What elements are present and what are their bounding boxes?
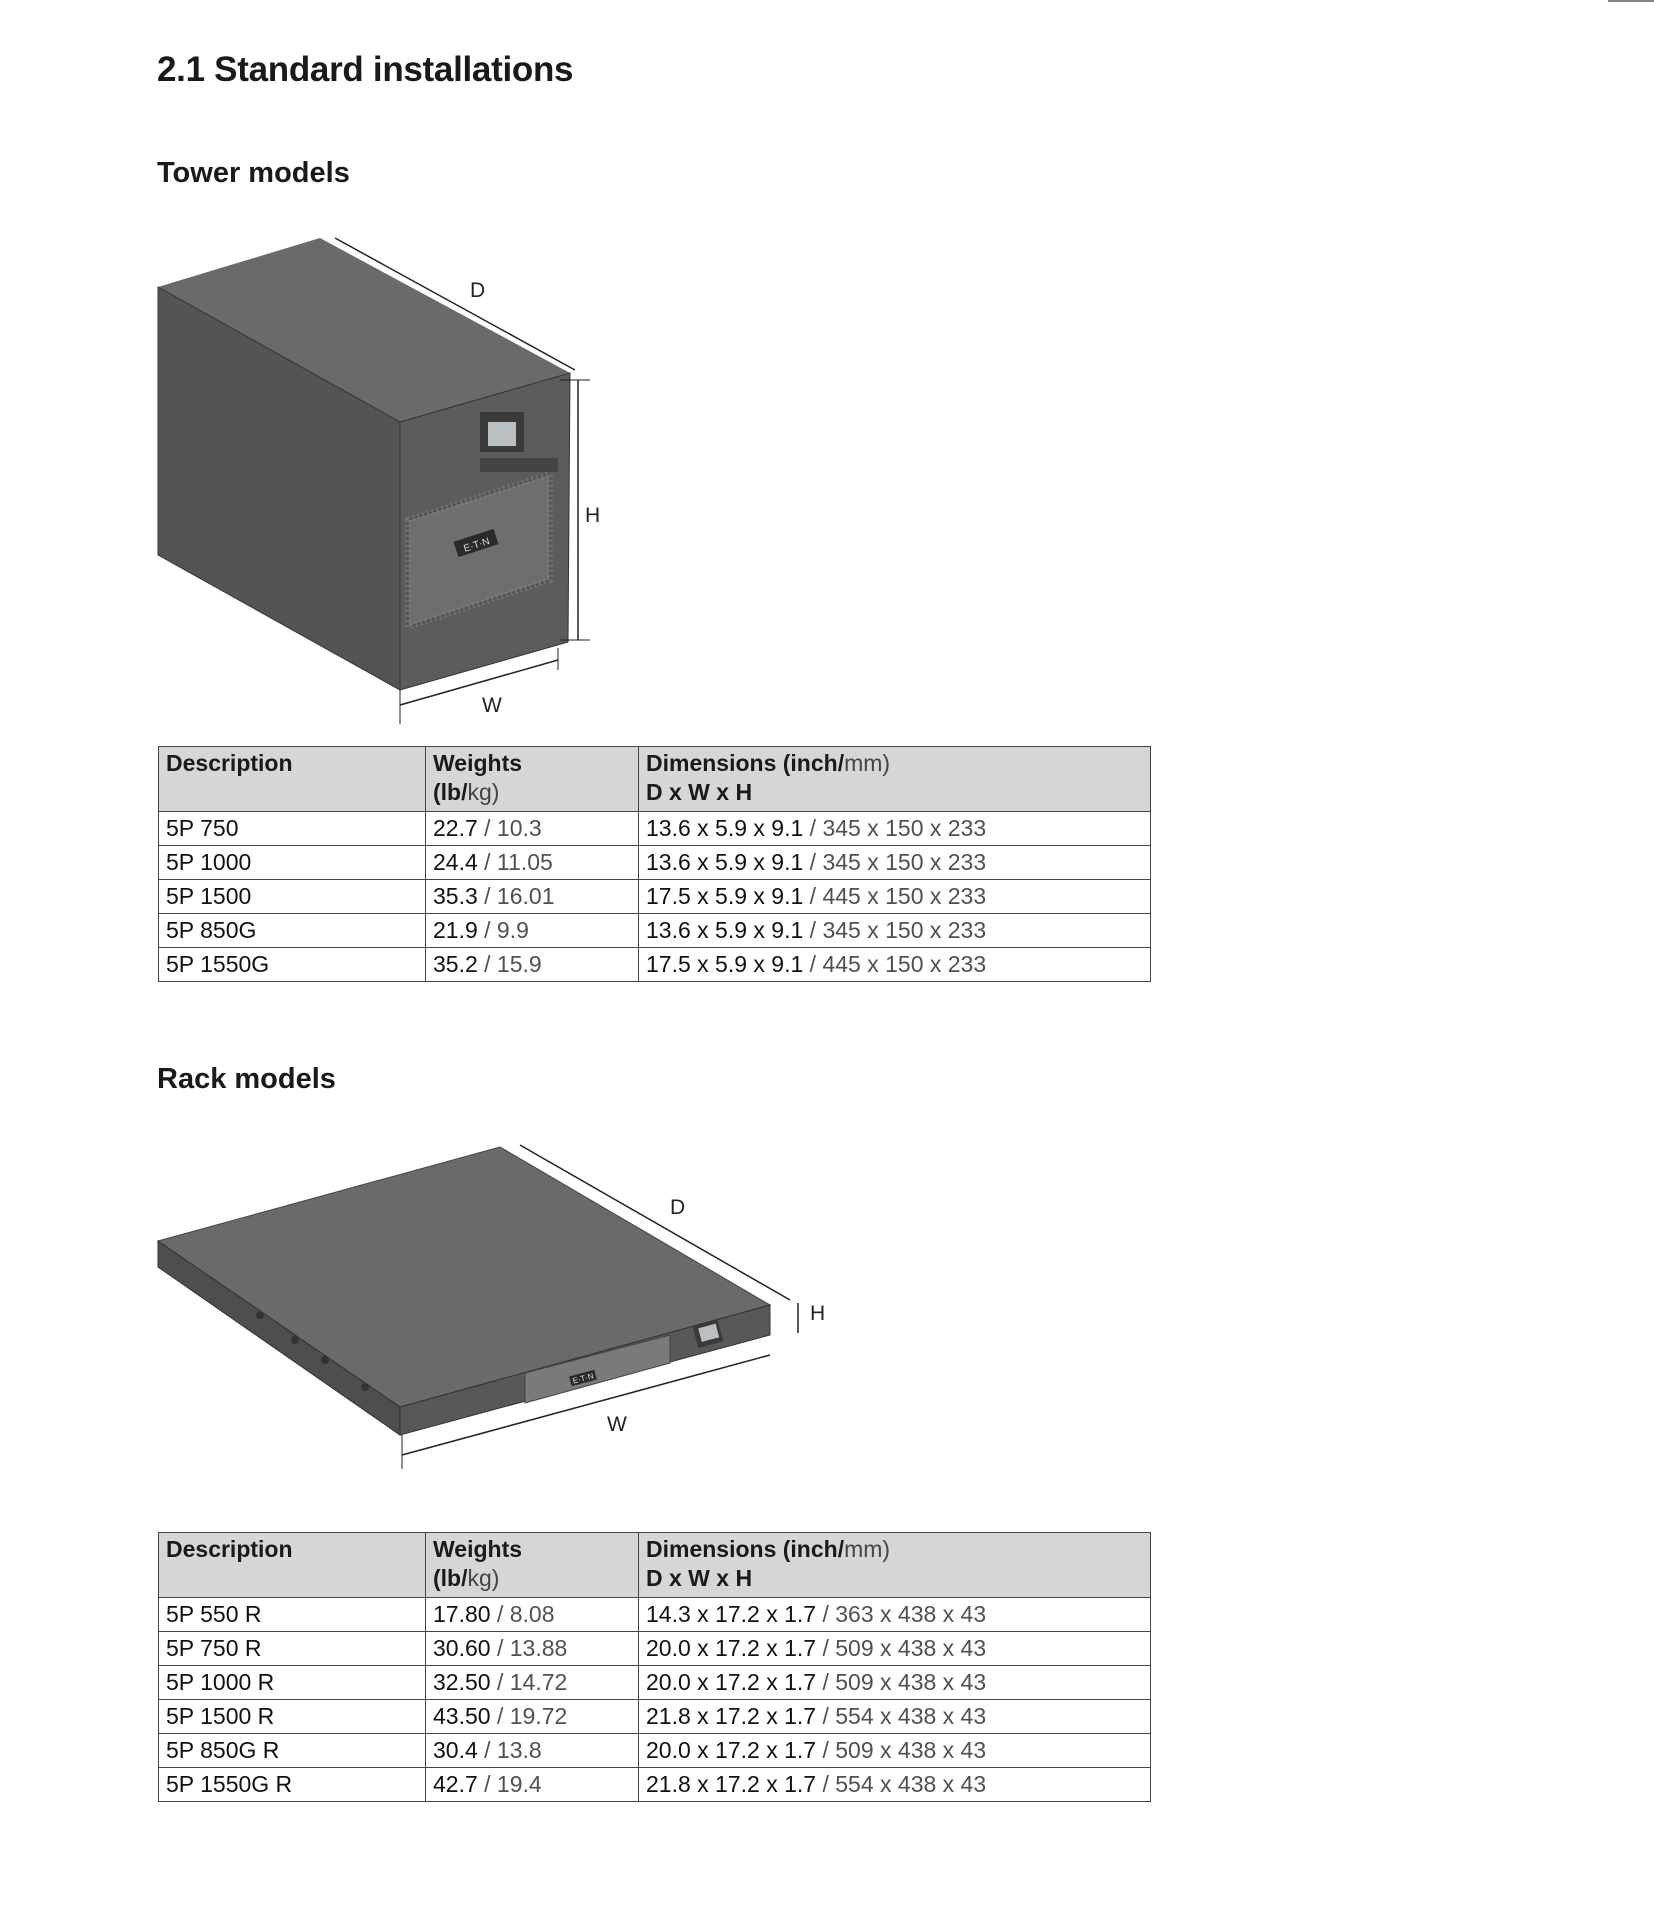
cell-weight: 17.80 / 8.08	[426, 1598, 639, 1632]
rack-heading: Rack models	[157, 1063, 336, 1095]
table-row	[159, 948, 1151, 982]
cell-weight: 30.60 / 13.88	[426, 1632, 639, 1666]
rack-dimension-label-h: H	[810, 1302, 826, 1325]
tower-heading: Tower models	[157, 157, 350, 189]
cell-dimensions: 21.8 x 17.2 x 1.7 / 554 x 438 x 43	[639, 1700, 1151, 1734]
header-description: Description	[159, 1533, 426, 1598]
cell-description: 5P 1550G	[159, 948, 426, 982]
table-row	[159, 1598, 1151, 1632]
header-dimensions: Dimensions (inch/mm) D x W x H	[639, 1533, 1151, 1598]
cell-description: 5P 1000 R	[159, 1666, 426, 1700]
dimension-label-h: H	[585, 504, 601, 527]
cell-dimensions: 13.6 x 5.9 x 9.1 / 345 x 150 x 233	[639, 812, 1151, 846]
header-description: Description	[159, 747, 426, 812]
table-row	[159, 914, 1151, 948]
table-row	[159, 1632, 1151, 1666]
cell-weight: 32.50 / 14.72	[426, 1666, 639, 1700]
header-dimensions: Dimensions (inch/mm) D x W x H	[639, 747, 1151, 812]
tower-ups-figure	[150, 230, 610, 730]
cell-description: 5P 850G	[159, 914, 426, 948]
cell-weight: 30.4 / 13.8	[426, 1734, 639, 1768]
cell-dimensions: 13.6 x 5.9 x 9.1 / 345 x 150 x 233	[639, 914, 1151, 948]
cell-weight: 35.2 / 15.9	[426, 948, 639, 982]
table-row	[159, 846, 1151, 880]
cell-weight: 24.4 / 11.05	[426, 846, 639, 880]
cell-dimensions: 14.3 x 17.2 x 1.7 / 363 x 438 x 43	[639, 1598, 1151, 1632]
cell-weight: 43.50 / 19.72	[426, 1700, 639, 1734]
page-edge-mark	[1608, 0, 1654, 2]
cell-weight: 22.7 / 10.3	[426, 812, 639, 846]
cell-weight: 35.3 / 16.01	[426, 880, 639, 914]
eaton-logo: E·T·N	[462, 536, 492, 555]
cell-dimensions: 13.6 x 5.9 x 9.1 / 345 x 150 x 233	[639, 846, 1151, 880]
cell-weight: 21.9 / 9.9	[426, 914, 639, 948]
cell-dimensions: 20.0 x 17.2 x 1.7 / 509 x 438 x 43	[639, 1666, 1151, 1700]
dimension-label-w: W	[482, 694, 502, 717]
table-row	[159, 812, 1151, 846]
cell-description: 5P 1500 R	[159, 1700, 426, 1734]
cell-weight: 42.7 / 19.4	[426, 1768, 639, 1802]
cell-description: 5P 1000	[159, 846, 426, 880]
table-header-row	[159, 747, 1151, 812]
header-weights: Weights (lb/kg)	[426, 1533, 639, 1598]
cell-dimensions: 20.0 x 17.2 x 1.7 / 509 x 438 x 43	[639, 1632, 1151, 1666]
tower-dimensions-table	[158, 746, 1151, 982]
cell-description: 5P 1550G R	[159, 1768, 426, 1802]
rack-dimension-label-d: D	[670, 1196, 686, 1219]
table-row	[159, 1666, 1151, 1700]
cell-dimensions: 20.0 x 17.2 x 1.7 / 509 x 438 x 43	[639, 1734, 1151, 1768]
cell-description: 5P 1500	[159, 880, 426, 914]
table-row	[159, 1768, 1151, 1802]
cell-dimensions: 21.8 x 17.2 x 1.7 / 554 x 438 x 43	[639, 1768, 1151, 1802]
cell-description: 5P 750	[159, 812, 426, 846]
cell-description: 5P 850G R	[159, 1734, 426, 1768]
rack-ups-figure	[150, 1135, 850, 1475]
table-header-row	[159, 1533, 1151, 1598]
rack-dimensions-table	[158, 1532, 1151, 1802]
page-title: 2.1 Standard installations	[157, 50, 574, 89]
cell-dimensions: 17.5 x 5.9 x 9.1 / 445 x 150 x 233	[639, 948, 1151, 982]
cell-dimensions: 17.5 x 5.9 x 9.1 / 445 x 150 x 233	[639, 880, 1151, 914]
table-row	[159, 1700, 1151, 1734]
header-weights: Weights (lb/kg)	[426, 747, 639, 812]
cell-description: 5P 550 R	[159, 1598, 426, 1632]
dimension-label-d: D	[470, 279, 486, 302]
eaton-logo-rack: E·T·N	[571, 1371, 595, 1386]
rack-dimension-label-w: W	[607, 1413, 627, 1436]
table-row	[159, 1734, 1151, 1768]
table-row	[159, 880, 1151, 914]
cell-description: 5P 750 R	[159, 1632, 426, 1666]
